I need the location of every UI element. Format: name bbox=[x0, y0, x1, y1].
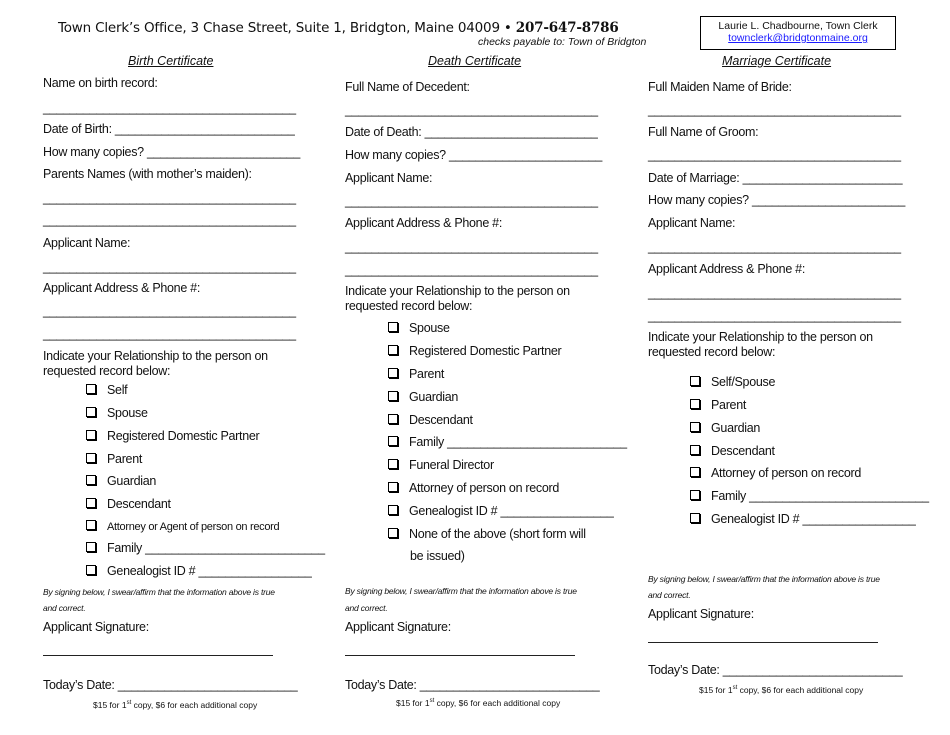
death-option-domestic-partner[interactable]: Registered Domestic Partner bbox=[388, 344, 561, 358]
death-certificate-title: Death Certificate bbox=[428, 54, 522, 68]
death-decedent-line[interactable]: ______________________________________ bbox=[345, 103, 598, 117]
birth-address-line-2[interactable]: ______________________________________ bbox=[43, 327, 296, 341]
checkbox-icon[interactable] bbox=[86, 498, 96, 508]
birth-copies-field[interactable]: How many copies? _______________________ bbox=[43, 145, 300, 159]
checkbox-icon[interactable] bbox=[388, 345, 398, 355]
checkbox-icon[interactable] bbox=[690, 445, 700, 455]
marriage-relationship-label-1: Indicate your Relationship to the person on bbox=[648, 330, 873, 344]
death-address-line-1[interactable]: ______________________________________ bbox=[345, 240, 598, 254]
checkbox-icon[interactable] bbox=[86, 520, 96, 530]
checkbox-icon[interactable] bbox=[690, 422, 700, 432]
birth-applicant-name-label: Applicant Name: bbox=[43, 236, 131, 250]
marriage-bride-label: Full Maiden Name of Bride: bbox=[648, 80, 792, 94]
birth-fee-note: $15 for 1st copy, $6 for each additional copy bbox=[93, 700, 258, 710]
checkbox-icon[interactable] bbox=[388, 322, 398, 332]
office-address bbox=[58, 20, 619, 36]
checkbox-icon[interactable] bbox=[86, 475, 96, 485]
marriage-option-parent[interactable]: Parent bbox=[690, 398, 746, 412]
checkbox-icon[interactable] bbox=[690, 467, 700, 477]
checkbox-icon[interactable] bbox=[86, 565, 96, 575]
checkbox-icon[interactable] bbox=[388, 391, 398, 401]
checkbox-icon[interactable] bbox=[86, 407, 96, 417]
birth-option-spouse[interactable]: Spouse bbox=[86, 406, 148, 420]
marriage-applicant-name-line[interactable]: ______________________________________ bbox=[648, 240, 901, 254]
death-fee-note: $15 for 1st copy, $6 for each additional copy bbox=[396, 698, 561, 708]
checks-payable-note: checks payable to: Town of Bridgton bbox=[478, 36, 647, 48]
death-signature-line[interactable] bbox=[345, 646, 575, 656]
marriage-option-descendant[interactable]: Descendant bbox=[690, 444, 775, 458]
birth-relationship-label-1: Indicate your Relationship to the person on bbox=[43, 349, 268, 363]
checkbox-icon[interactable] bbox=[86, 542, 96, 552]
birth-parents-line-1[interactable]: ______________________________________ bbox=[43, 191, 296, 205]
marriage-dom-field[interactable]: Date of Marriage: ________________________ bbox=[648, 171, 903, 185]
birth-signature-label: Applicant Signature: bbox=[43, 620, 149, 634]
birth-affirmation-2: and correct. bbox=[43, 603, 86, 613]
checkbox-icon[interactable] bbox=[388, 368, 398, 378]
death-applicant-name-line[interactable]: ______________________________________ bbox=[345, 194, 598, 208]
marriage-address-line-2[interactable]: ______________________________________ bbox=[648, 309, 901, 323]
death-address-line-2[interactable]: ______________________________________ bbox=[345, 263, 598, 277]
death-copies-field[interactable]: How many copies? _______________________ bbox=[345, 148, 602, 162]
marriage-relationship-label-2: requested record below: bbox=[648, 345, 776, 359]
birth-option-domestic-partner[interactable]: Registered Domestic Partner bbox=[86, 429, 259, 443]
death-option-family[interactable]: Family ___________________________ bbox=[388, 435, 627, 449]
marriage-signature-label: Applicant Signature: bbox=[648, 607, 754, 621]
birth-applicant-address-label: Applicant Address & Phone #: bbox=[43, 281, 200, 295]
death-option-funeral-director[interactable]: Funeral Director bbox=[388, 458, 494, 472]
birth-option-descendant[interactable]: Descendant bbox=[86, 497, 171, 511]
clerk-name: Laurie L. Chadbourne, Town Clerk bbox=[718, 20, 878, 32]
birth-relationship-label-2: requested record below: bbox=[43, 364, 171, 378]
death-relationship-label-2: requested record below: bbox=[345, 299, 473, 313]
death-affirmation-1: By signing below, I swear/affirm that the information above is true bbox=[345, 586, 577, 596]
birth-option-genealogist[interactable]: Genealogist ID # _________________ bbox=[86, 564, 312, 578]
office-phone: 207-647-8786 bbox=[515, 20, 619, 36]
death-applicant-address-label: Applicant Address & Phone #: bbox=[345, 216, 502, 230]
checkbox-icon[interactable] bbox=[388, 436, 398, 446]
death-option-spouse[interactable]: Spouse bbox=[388, 321, 450, 335]
checkbox-icon[interactable] bbox=[388, 459, 398, 469]
marriage-certificate-title: Marriage Certificate bbox=[722, 54, 832, 68]
checkbox-icon[interactable] bbox=[388, 414, 398, 424]
birth-certificate-title: Birth Certificate bbox=[128, 54, 214, 68]
death-option-attorney[interactable]: Attorney of person on record bbox=[388, 481, 559, 495]
checkbox-icon[interactable] bbox=[388, 505, 398, 515]
death-dod-field[interactable]: Date of Death: __________________________ bbox=[345, 125, 598, 139]
death-option-none[interactable]: None of the above (short form will bbox=[388, 527, 586, 541]
death-todays-date-field[interactable]: Today’s Date: ___________________________ bbox=[345, 678, 600, 692]
marriage-groom-line[interactable]: ______________________________________ bbox=[648, 148, 901, 162]
checkbox-icon[interactable] bbox=[690, 399, 700, 409]
checkbox-icon[interactable] bbox=[388, 482, 398, 492]
death-option-none-cont: be issued) bbox=[410, 549, 465, 563]
birth-todays-date-field[interactable]: Today’s Date: ___________________________ bbox=[43, 678, 298, 692]
checkbox-icon[interactable] bbox=[86, 384, 96, 394]
birth-option-attorney[interactable]: Attorney or Agent of person on record bbox=[86, 520, 279, 533]
marriage-applicant-address-label: Applicant Address & Phone #: bbox=[648, 262, 805, 276]
death-relationship-label-1: Indicate your Relationship to the person on bbox=[345, 284, 570, 298]
marriage-option-genealogist[interactable]: Genealogist ID # _________________ bbox=[690, 512, 916, 526]
birth-option-parent[interactable]: Parent bbox=[86, 452, 142, 466]
marriage-signature-line[interactable] bbox=[648, 633, 878, 643]
checkbox-icon[interactable] bbox=[388, 528, 398, 538]
marriage-copies-field[interactable]: How many copies? _______________________ bbox=[648, 193, 905, 207]
marriage-affirmation-1: By signing below, I swear/affirm that the information above is true bbox=[648, 574, 880, 584]
checkbox-icon[interactable] bbox=[86, 430, 96, 440]
checkbox-icon[interactable] bbox=[690, 490, 700, 500]
marriage-option-attorney[interactable]: Attorney of person on record bbox=[690, 466, 861, 480]
death-option-genealogist[interactable]: Genealogist ID # _________________ bbox=[388, 504, 614, 518]
marriage-groom-label: Full Name of Groom: bbox=[648, 125, 759, 139]
marriage-fee-note: $15 for 1st copy, $6 for each additional copy bbox=[699, 685, 864, 695]
birth-name-label: Name on birth record: bbox=[43, 76, 158, 90]
birth-option-self[interactable]: Self bbox=[86, 383, 127, 397]
birth-option-guardian[interactable]: Guardian bbox=[86, 474, 156, 488]
death-option-guardian[interactable]: Guardian bbox=[388, 390, 458, 404]
birth-applicant-name-line[interactable]: ______________________________________ bbox=[43, 260, 296, 274]
town-clerk-box bbox=[700, 16, 896, 50]
checkbox-icon[interactable] bbox=[690, 376, 700, 386]
clerk-email-link[interactable]: townclerk@bridgtonmaine.org bbox=[728, 32, 868, 44]
death-signature-label: Applicant Signature: bbox=[345, 620, 451, 634]
birth-affirmation-1: By signing below, I swear/affirm that the information above is true bbox=[43, 587, 275, 597]
checkbox-icon[interactable] bbox=[86, 453, 96, 463]
marriage-applicant-name-label: Applicant Name: bbox=[648, 216, 736, 230]
birth-signature-line[interactable] bbox=[43, 646, 273, 656]
marriage-option-family[interactable]: Family ___________________________ bbox=[690, 489, 929, 503]
birth-parents-label: Parents Names (with mother’s maiden): bbox=[43, 167, 252, 181]
death-applicant-name-label: Applicant Name: bbox=[345, 171, 433, 185]
marriage-option-guardian[interactable]: Guardian bbox=[690, 421, 760, 435]
birth-dob-field[interactable]: Date of Birth: ___________________________ bbox=[43, 122, 295, 136]
marriage-bride-line[interactable]: ______________________________________ bbox=[648, 103, 901, 117]
death-affirmation-2: and correct. bbox=[345, 603, 388, 613]
office-text: Town Clerk’s Office, 3 Chase Street, Suite 1, Bridgton, Maine 04009 • bbox=[58, 20, 512, 36]
marriage-option-self-spouse[interactable]: Self/Spouse bbox=[690, 375, 775, 389]
birth-name-line[interactable]: ______________________________________ bbox=[43, 101, 296, 115]
death-option-descendant[interactable]: Descendant bbox=[388, 413, 473, 427]
marriage-todays-date-field[interactable]: Today’s Date: ___________________________ bbox=[648, 663, 903, 677]
birth-parents-line-2[interactable]: ______________________________________ bbox=[43, 213, 296, 227]
birth-address-line-1[interactable]: ______________________________________ bbox=[43, 304, 296, 318]
marriage-address-line-1[interactable]: ______________________________________ bbox=[648, 286, 901, 300]
death-option-parent[interactable]: Parent bbox=[388, 367, 444, 381]
birth-option-family[interactable]: Family ___________________________ bbox=[86, 541, 325, 555]
marriage-affirmation-2: and correct. bbox=[648, 590, 691, 600]
checkbox-icon[interactable] bbox=[690, 513, 700, 523]
death-decedent-label: Full Name of Decedent: bbox=[345, 80, 470, 94]
